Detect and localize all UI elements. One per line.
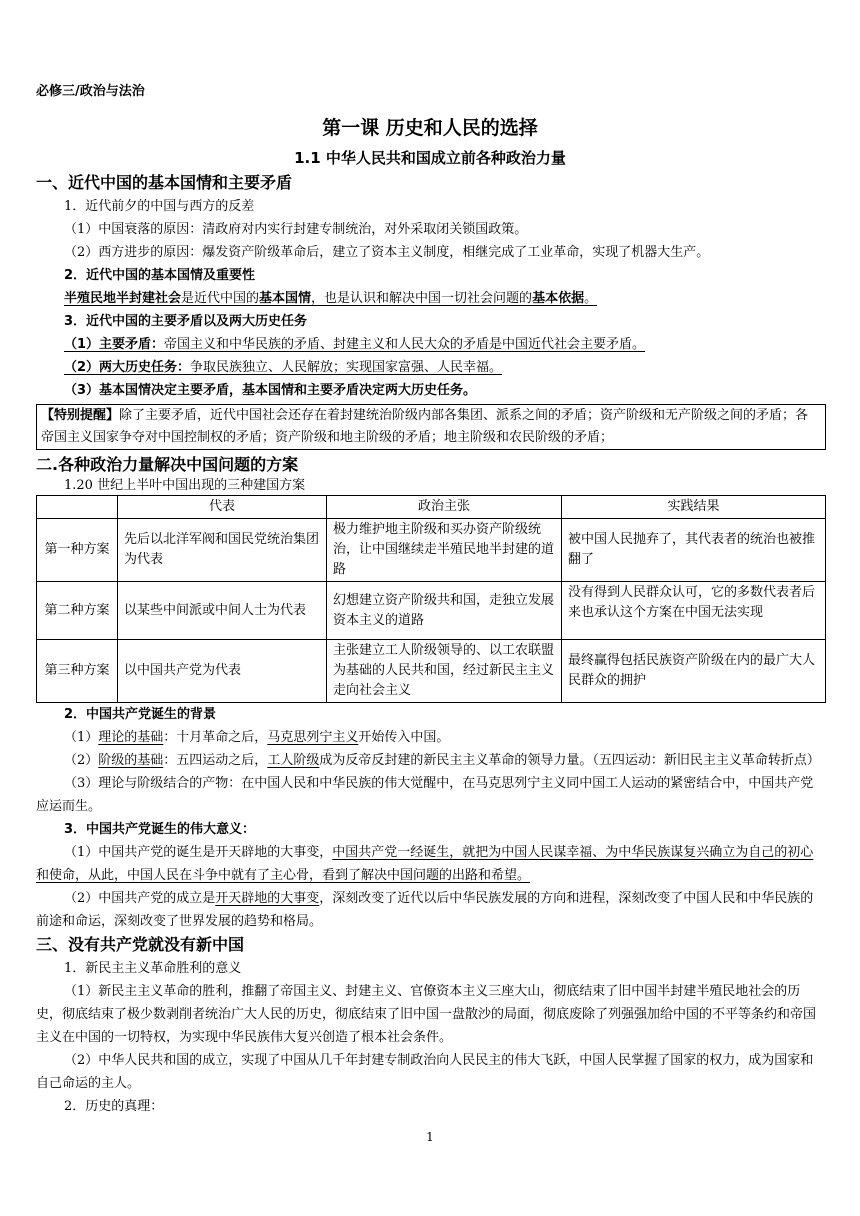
- s2-class-basis: [36, 749, 826, 772]
- s1-p7-b: 帝国主义和中华民族的矛盾、封建主义和人民大众的矛盾是中国近代社会主要矛盾。: [164, 337, 646, 352]
- s1-p7-a: （1）主要矛盾：: [64, 337, 165, 352]
- table-cell: 被中国人民抛弃了，其代表者的统治也被推翻了: [562, 519, 826, 582]
- s2-theory-class-combination: （3）理论与阶级结合的产物：在中国人民和中华民族的伟大觉醒中，在马克思列宁主义同中国工人运动的紧密结合中，中国共产党应运而生。: [36, 776, 814, 814]
- table-cell: 主张建立工人阶级领导的、以工农联盟为基础的人民共和国，经过新民主主义走向社会主义: [327, 640, 562, 703]
- s1-national-condition: [36, 287, 826, 310]
- s1-historical-tasks: [36, 356, 826, 379]
- page-number: 1: [426, 1130, 434, 1144]
- table-cell: 先后以北洋军阀和国民党统治集团为代表: [118, 519, 327, 582]
- s1-p8-a: （2）两大历史任务：: [64, 360, 191, 375]
- section-2-heading: 二.各种政治力量解决中国问题的方案: [36, 455, 299, 474]
- s2-point-3: 3．中国共产党诞生的伟大意义：: [64, 822, 256, 837]
- table-row: [37, 582, 826, 640]
- s2-p4-e: 成为反帝反封建的新民主主义革命的领导力量。（五四运动：新旧民主主义革命转折点）: [319, 753, 820, 768]
- page-title: 第一课 历史和人民的选择: [322, 117, 538, 139]
- table-header-cell: 代表: [118, 496, 327, 519]
- s1-p5-f: 。: [584, 291, 598, 306]
- notice-text: 除了主要矛盾，近代中国社会还存在着封建统治阶级内部各集团、派系之间的矛盾；资产阶级和无产阶级之间的矛盾；各帝国主义国家争夺对中国控制权的矛盾；资产阶级和地主阶级的矛盾；地主阶级和农民阶级的矛盾；: [41, 408, 809, 445]
- s1-point-3-3: （3）基本国情决定主要矛盾，基本国情和主要矛盾决定两大历史任务。: [64, 383, 477, 398]
- s2-p4-b: 阶级的基础: [98, 753, 164, 768]
- table-row: [37, 640, 826, 703]
- s1-point-3: 3．近代中国的主要矛盾以及两大历史任务: [64, 314, 308, 329]
- table-cell: 最终赢得包括民族资产阶级在内的最广大人民群众的拥护: [562, 640, 826, 703]
- content: [36, 171, 826, 1118]
- s3-point-2: 2．历史的真理：: [64, 1099, 164, 1114]
- s2-p8-a: （2）中国共产党的成立是: [64, 891, 216, 906]
- table-cell: 第二种方案: [37, 582, 118, 640]
- s2-significance-2: [36, 887, 826, 933]
- s1-p8-b: 争取民族独立、人民解放；实现国家富强、人民幸福。: [190, 360, 503, 375]
- table-header-row: [37, 496, 826, 519]
- s2-p3-b: 理论的基础: [98, 730, 164, 745]
- table-header-cell: 政治主张: [327, 496, 562, 519]
- s1-point-1-1: （1）中国衰落的原因：清政府对内实行封建专制统治，对外采取闭关锁国政策。: [64, 222, 528, 237]
- s2-p3-c: ：十月革命之后，: [163, 730, 268, 745]
- s2-p8-c: ，深刻改变了近代以后中华民族发展的方向和进程，深刻改变了中国人民和中华民族的前途和命运，深刻改变了世界发展的趋势和格局。: [36, 891, 814, 929]
- nation-building-plans-table: [36, 495, 826, 703]
- s2-p3-d: 马克思列宁主义: [267, 730, 359, 745]
- table-header-cell: 实践结果: [562, 496, 826, 519]
- notice-label: 【特别提醒】: [41, 408, 120, 423]
- s1-main-contradiction: [36, 333, 826, 356]
- s3-point-1-1: （1）新民主主义革命的胜利，推翻了帝国主义、封建主义、官僚资本主义三座大山，彻底结束了旧中国半封建半殖民地社会的历史，彻底结束了极少数剥削者统治广大人民的历史，彻底结束了旧中国一盘散沙的局面，彻底废除了列强强加给中国的不平等条约和帝国主义在中国的一切特权，为实现中华民族伟大复兴创造了根本社会条件。: [36, 984, 817, 1045]
- page-subtitle: 1.1 中华人民共和国成立前各种政治力量: [294, 149, 566, 167]
- s2-p8-b: 开天辟地的大事变: [215, 891, 320, 906]
- table-cell: 以中国共产党为代表: [118, 640, 327, 703]
- table-cell: 没有得到人民群众认可，它的多数代表者后来也承认这个方案在中国无法实现: [562, 582, 826, 640]
- s2-p7-a: （1）中国共产党的诞生是开天辟地的大事变，: [64, 845, 333, 860]
- s2-p7-b: 中国共产党一经诞生，就把为中国人民谋幸福、为中华民族谋复兴确立为自己的初心和使命，从此，中国人民在斗争中就有了主心骨，看到了解决中国问题的出路和希望。: [36, 845, 814, 883]
- section-3-heading: 三、没有共产党就没有新中国: [36, 935, 245, 954]
- table-cell: 幻想建立资产阶级共和国，走独立发展资本主义的道路: [327, 582, 562, 640]
- s2-p3-e: 开始传入中国。: [358, 730, 450, 745]
- table-cell: 以某些中间派或中间人士为代表: [118, 582, 327, 640]
- s1-p5-d: ，也是认识和解决中国一切社会问题的: [311, 291, 533, 306]
- table-cell: 第一种方案: [37, 519, 118, 582]
- s2-theory-basis: [36, 726, 826, 749]
- s3-point-1: 1．新民主主义革命胜利的意义: [64, 961, 242, 976]
- s1-p5-e: 基本依据: [532, 291, 585, 306]
- s2-p4-c: ：五四运动之后，: [163, 753, 268, 768]
- special-reminder-box: [36, 404, 826, 450]
- s1-p5-b: 是近代中国的: [181, 291, 260, 306]
- table-header-cell: [37, 496, 118, 519]
- table-cell: 第三种方案: [37, 640, 118, 703]
- s2-point-2: 2．中国共产党诞生的背景: [64, 707, 217, 722]
- s2-p3-a: （1）: [64, 730, 99, 745]
- header-label: 必修三/政治与法治: [36, 84, 145, 99]
- table-cell: 极力维护地主阶级和买办资产阶级统治，让中国继续走半殖民地半封建的道路: [327, 519, 562, 582]
- s2-p4-a: （2）: [64, 753, 99, 768]
- s3-point-1-2: （2）中华人民共和国的成立，实现了中国从几千年封建专制政治向人民民主的伟大飞跃，中国人民掌握了国家的权力，成为国家和自己命运的主人。: [36, 1053, 814, 1091]
- s1-point-1-2: （2）西方进步的原因：爆发资产阶级革命后，建立了资本主义制度，相继完成了工业革命，实现了机器大生产。: [64, 245, 710, 260]
- s1-point-2: 2．近代中国的基本国情及重要性: [64, 268, 256, 283]
- s1-p5-a: 半殖民地半封建社会: [64, 291, 182, 306]
- s2-significance-1: [36, 841, 826, 887]
- s1-point-1: 1．近代前夕的中国与西方的反差: [64, 199, 255, 214]
- s1-p5-c: 基本国情: [259, 291, 312, 306]
- table-caption: 1.20 世纪上半叶中国出现的三种建国方案: [64, 478, 306, 493]
- section-1-heading: 一、近代中国的基本国情和主要矛盾: [36, 173, 293, 192]
- table-row: [37, 519, 826, 582]
- s2-p4-d: 工人阶级: [267, 753, 320, 768]
